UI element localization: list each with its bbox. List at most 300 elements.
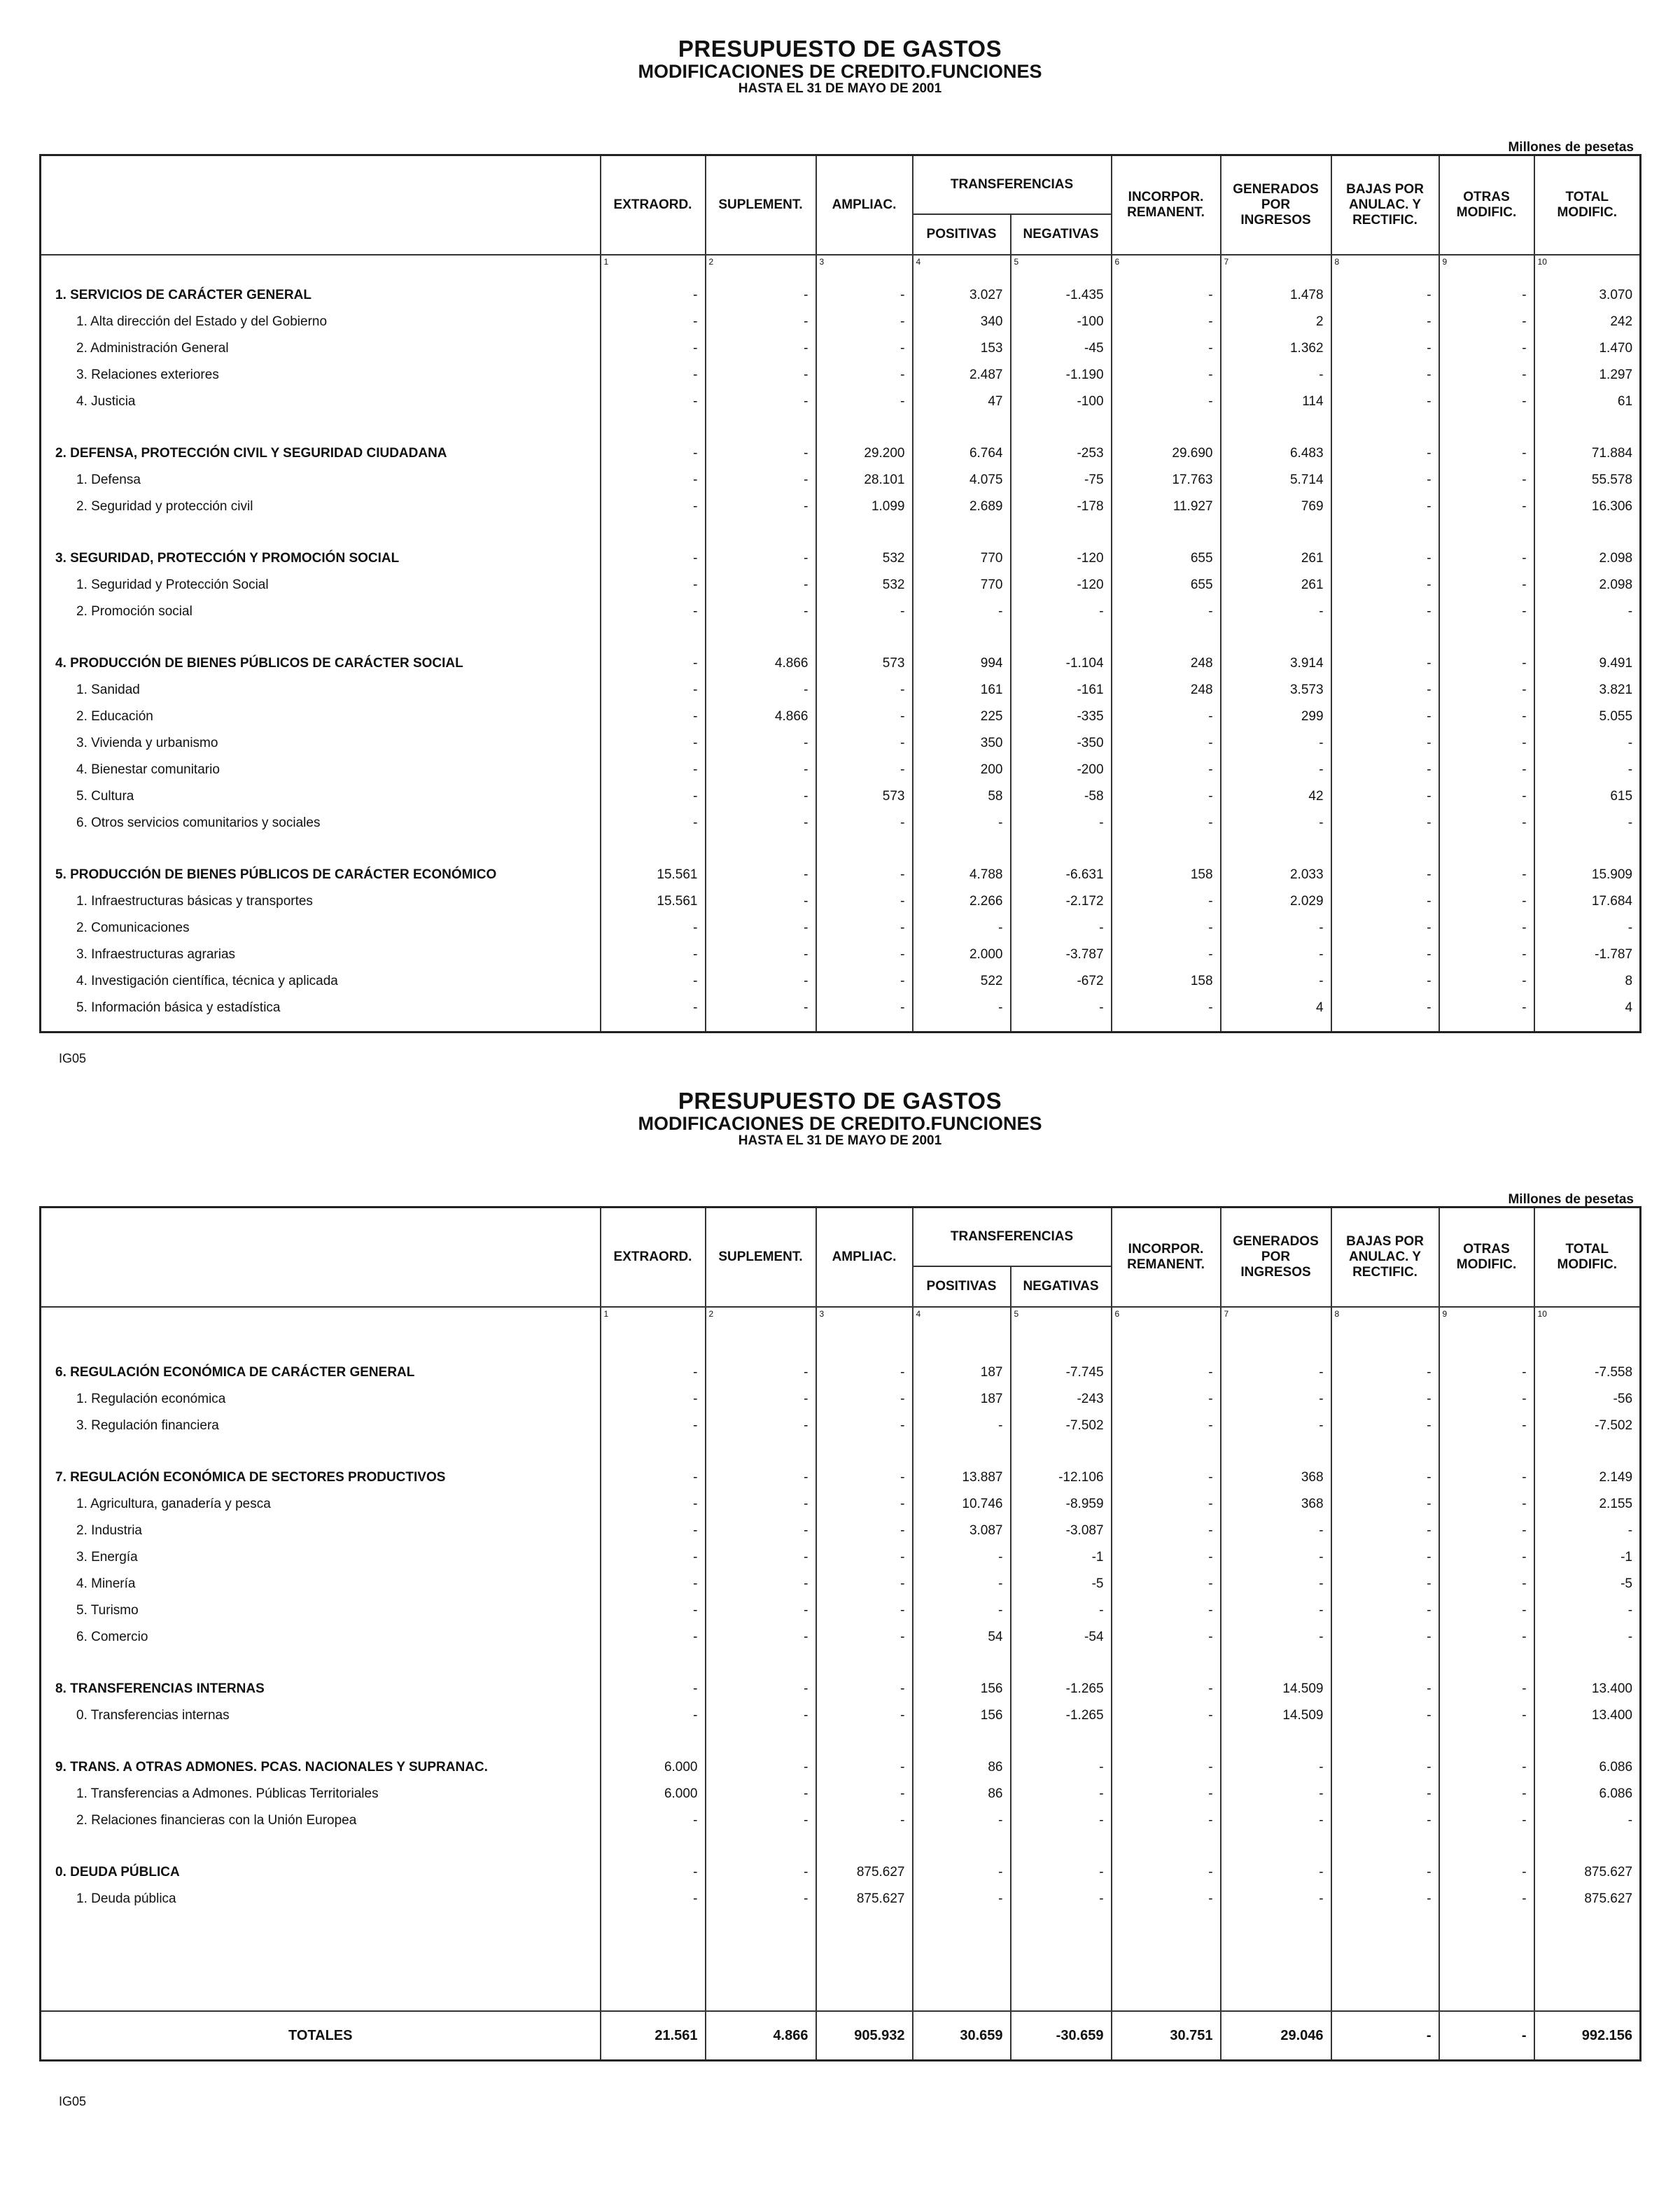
value-cell: -	[816, 1386, 913, 1413]
value-cell: -75	[1011, 467, 1112, 493]
value-cell: 875.627	[1534, 1886, 1641, 1912]
value-cell: 187	[913, 1386, 1011, 1413]
total-value-cell: 21.561	[601, 2011, 706, 2061]
value-cell: -	[601, 1491, 706, 1518]
value-cell: -	[816, 309, 913, 335]
totals-row	[41, 2011, 1641, 2061]
spacer-cell	[1331, 1651, 1439, 1676]
spacer-cell	[1534, 1834, 1641, 1859]
function-subrow	[41, 598, 1641, 625]
value-cell: -	[706, 1359, 816, 1386]
value-cell: -56	[1534, 1386, 1641, 1413]
value-cell: 187	[913, 1359, 1011, 1386]
value-cell: 47	[913, 388, 1011, 415]
value-cell: -	[1331, 493, 1439, 520]
value-cell: -	[1439, 1464, 1534, 1491]
value-cell: -	[706, 1571, 816, 1597]
function-subrow	[41, 1518, 1641, 1544]
function-group-row	[41, 1859, 1641, 1886]
spacer-cell	[1011, 1324, 1112, 1334]
spacer-cell	[1112, 625, 1221, 650]
spacer-cell	[1011, 520, 1112, 545]
col-number: 6	[1112, 255, 1221, 272]
value-cell: -	[1112, 783, 1221, 810]
value-cell: -	[1439, 862, 1534, 888]
row-label: 6. REGULACIÓN ECONÓMICA DE CARÁCTER GENERAL	[41, 1359, 601, 1386]
spacer-cell	[41, 272, 601, 282]
spacer-cell	[1331, 1439, 1439, 1464]
row-label: 4. Justicia	[41, 388, 601, 415]
spacer-cell	[1331, 415, 1439, 440]
col-number: 10	[1534, 1307, 1641, 1324]
value-cell: 340	[913, 309, 1011, 335]
total-value-cell: 992.156	[1534, 2011, 1641, 2061]
value-cell: -	[1331, 282, 1439, 309]
value-cell: -	[913, 598, 1011, 625]
value-cell: -	[601, 1807, 706, 1834]
table-body	[41, 1324, 1641, 2061]
value-cell: -	[1534, 1807, 1641, 1834]
total-value-cell: 4.866	[706, 2011, 816, 2061]
value-cell: -	[1331, 1859, 1439, 1886]
value-cell: -	[706, 1676, 816, 1702]
col-transferencias: TRANSFERENCIAS	[913, 1208, 1112, 1267]
value-cell: 770	[913, 545, 1011, 572]
value-cell: 13.400	[1534, 1676, 1641, 1702]
value-cell: -	[1112, 1571, 1221, 1597]
value-cell: 299	[1221, 704, 1331, 730]
spacer-cell	[601, 272, 706, 282]
value-cell: -	[601, 1386, 706, 1413]
value-cell: -	[1331, 598, 1439, 625]
value-cell: -335	[1011, 704, 1112, 730]
value-cell: 6.000	[601, 1754, 706, 1781]
function-subrow	[41, 1491, 1641, 1518]
value-cell: -	[816, 1807, 913, 1834]
value-cell: 61	[1534, 388, 1641, 415]
spacer-cell	[1011, 836, 1112, 862]
value-cell: -	[1439, 309, 1534, 335]
row-label: 3. Regulación financiera	[41, 1413, 601, 1439]
spacer-cell	[1112, 836, 1221, 862]
spacer-row	[41, 1729, 1641, 1754]
value-cell: -	[706, 1886, 816, 1912]
value-cell: -	[1439, 915, 1534, 941]
value-cell: -	[1439, 1571, 1534, 1597]
row-label: 2. Industria	[41, 1518, 601, 1544]
spacer-cell	[1439, 415, 1534, 440]
value-cell: 2.033	[1221, 862, 1331, 888]
value-cell: -	[1439, 810, 1534, 836]
value-cell: 3.914	[1221, 650, 1331, 677]
header-blank	[41, 155, 601, 255]
value-cell: -	[816, 362, 913, 388]
value-cell: -	[816, 1491, 913, 1518]
value-cell: -	[816, 1676, 913, 1702]
function-subrow	[41, 888, 1641, 915]
value-cell: 248	[1112, 677, 1221, 704]
col-total: TOTAL MODIFIC.	[1534, 155, 1641, 255]
value-cell: -	[1112, 1518, 1221, 1544]
value-cell: -3.087	[1011, 1518, 1112, 1544]
value-cell: -120	[1011, 572, 1112, 598]
row-label: 5. PRODUCCIÓN DE BIENES PÚBLICOS DE CARÁCTER ECONÓMICO	[41, 862, 601, 888]
function-subrow	[41, 677, 1641, 704]
value-cell: -672	[1011, 968, 1112, 995]
row-label: 2. Administración General	[41, 335, 601, 362]
col-ampliac: AMPLIAC.	[816, 155, 913, 255]
row-label: 1. Seguridad y Protección Social	[41, 572, 601, 598]
value-cell: -	[1331, 545, 1439, 572]
value-cell: -100	[1011, 309, 1112, 335]
spacer-cell	[1011, 1334, 1112, 1359]
function-subrow	[41, 730, 1641, 757]
value-cell: -	[1112, 362, 1221, 388]
value-cell: -	[1439, 968, 1534, 995]
row-label: 8. TRANSFERENCIAS INTERNAS	[41, 1676, 601, 1702]
value-cell: 875.627	[816, 1859, 913, 1886]
title-group	[0, 1088, 1680, 1149]
value-cell: -	[601, 1886, 706, 1912]
spacer-cell	[1112, 520, 1221, 545]
value-cell: -	[913, 1859, 1011, 1886]
function-subrow	[41, 1413, 1641, 1439]
value-cell: 156	[913, 1702, 1011, 1729]
value-cell: -	[706, 309, 816, 335]
value-cell: 655	[1112, 545, 1221, 572]
spacer-cell	[706, 1439, 816, 1464]
value-cell: 225	[913, 704, 1011, 730]
value-cell: 4.866	[706, 704, 816, 730]
row-label: 2. Educación	[41, 704, 601, 730]
value-cell: 1.470	[1534, 335, 1641, 362]
value-cell: 114	[1221, 388, 1331, 415]
spacer-cell	[1439, 1334, 1534, 1359]
function-group-row	[41, 1676, 1641, 1702]
value-cell: -	[706, 1754, 816, 1781]
row-label: 9. TRANS. A OTRAS ADMONES. PCAS. NACIONALES Y SUPRANAC.	[41, 1754, 601, 1781]
value-cell: -	[1221, 598, 1331, 625]
value-cell: -	[1534, 598, 1641, 625]
col-otras: OTRAS MODIFIC.	[1439, 1208, 1534, 1308]
header-blank	[41, 1208, 601, 1308]
value-cell: -	[706, 388, 816, 415]
spacer-cell	[706, 415, 816, 440]
value-cell: -1	[1011, 1544, 1112, 1571]
value-cell: 6.086	[1534, 1781, 1641, 1807]
value-cell: -	[816, 1518, 913, 1544]
value-cell: -	[1439, 572, 1534, 598]
spacer-cell	[1112, 1334, 1221, 1359]
value-cell: -	[1439, 598, 1534, 625]
value-cell: -	[601, 968, 706, 995]
spacer-cell	[706, 272, 816, 282]
value-cell: -	[1331, 1754, 1439, 1781]
value-cell: -	[1534, 915, 1641, 941]
value-cell: -178	[1011, 493, 1112, 520]
spacer-cell	[1331, 836, 1439, 862]
value-cell: -	[1439, 704, 1534, 730]
page-date: HASTA EL 31 DE MAYO DE 2001	[738, 1133, 942, 1148]
value-cell: -	[1331, 1544, 1439, 1571]
spacer-cell	[601, 415, 706, 440]
value-cell: -	[1112, 1464, 1221, 1491]
value-cell: -253	[1011, 440, 1112, 467]
value-cell: -	[1331, 467, 1439, 493]
total-value-cell: 30.659	[913, 2011, 1011, 2061]
value-cell: -	[816, 810, 913, 836]
value-cell: -	[816, 677, 913, 704]
spacer-cell	[601, 1439, 706, 1464]
value-cell: -	[601, 362, 706, 388]
value-cell: -	[601, 282, 706, 309]
value-cell: -	[1112, 598, 1221, 625]
spacer-cell	[913, 1912, 1011, 2011]
function-subrow	[41, 388, 1641, 415]
col-number: 4	[913, 255, 1011, 272]
value-cell: -	[706, 440, 816, 467]
value-cell: -	[1011, 1754, 1112, 1781]
function-subrow	[41, 995, 1641, 1021]
row-label: 1. Alta dirección del Estado y del Gobierno	[41, 309, 601, 335]
value-cell: -3.787	[1011, 941, 1112, 968]
value-cell: -2.172	[1011, 888, 1112, 915]
value-cell: 875.627	[1534, 1859, 1641, 1886]
spacer-cell	[1534, 1439, 1641, 1464]
value-cell: -	[1439, 362, 1534, 388]
value-cell: -	[1331, 650, 1439, 677]
value-cell: 3.027	[913, 282, 1011, 309]
value-cell: -	[1439, 1624, 1534, 1651]
value-cell: 54	[913, 1624, 1011, 1651]
spacer-row	[41, 1912, 1641, 2011]
value-cell: 261	[1221, 545, 1331, 572]
value-cell: 350	[913, 730, 1011, 757]
value-cell: -	[1221, 1781, 1331, 1807]
total-value-cell: 905.932	[816, 2011, 913, 2061]
budget-table	[39, 1206, 1642, 2062]
value-cell: -	[1011, 1859, 1112, 1886]
value-cell: 28.101	[816, 467, 913, 493]
value-cell: -1.265	[1011, 1676, 1112, 1702]
value-cell: -	[1112, 1544, 1221, 1571]
spacer-cell	[601, 1324, 706, 1334]
row-label: 4. Bienestar comunitario	[41, 757, 601, 783]
value-cell: -	[1439, 545, 1534, 572]
value-cell: -7.745	[1011, 1359, 1112, 1386]
spacer-cell	[913, 1729, 1011, 1754]
value-cell: -	[1011, 1886, 1112, 1912]
spacer-cell	[706, 1021, 816, 1032]
value-cell: 2.029	[1221, 888, 1331, 915]
spacer-cell	[913, 1334, 1011, 1359]
row-label: 6. Otros servicios comunitarios y sociales	[41, 810, 601, 836]
value-cell: -	[1011, 1597, 1112, 1624]
units-label: Millones de pesetas	[1508, 1192, 1634, 1207]
value-cell: -	[1439, 282, 1534, 309]
value-cell: 3.573	[1221, 677, 1331, 704]
value-cell: 6.000	[601, 1781, 706, 1807]
spacer-cell	[1439, 1651, 1534, 1676]
value-cell: -	[1331, 1464, 1439, 1491]
spacer-cell	[816, 272, 913, 282]
value-cell: -	[601, 493, 706, 520]
spacer-cell	[1221, 520, 1331, 545]
totals-label: TOTALES	[41, 2011, 601, 2061]
page-title: PRESUPUESTO DE GASTOS	[678, 1088, 1002, 1114]
value-cell: -	[913, 1807, 1011, 1834]
spacer-cell	[913, 1834, 1011, 1859]
value-cell: -	[1439, 1518, 1534, 1544]
row-label: 1. SERVICIOS DE CARÁCTER GENERAL	[41, 282, 601, 309]
col-transferencias: TRANSFERENCIAS	[913, 155, 1112, 215]
value-cell: -45	[1011, 335, 1112, 362]
spacer-cell	[1331, 1834, 1439, 1859]
title-group	[0, 36, 1680, 97]
value-cell: -	[1534, 810, 1641, 836]
units-label: Millones de pesetas	[1508, 140, 1634, 155]
spacer-cell	[913, 1021, 1011, 1032]
row-label: 0. Transferencias internas	[41, 1702, 601, 1729]
row-label: 5. Cultura	[41, 783, 601, 810]
col-extraord: EXTRAORD.	[601, 1208, 706, 1308]
spacer-cell	[816, 1912, 913, 2011]
value-cell: -	[1112, 915, 1221, 941]
spacer-cell	[913, 625, 1011, 650]
spacer-cell	[913, 1651, 1011, 1676]
spacer-cell	[601, 836, 706, 862]
value-cell: -	[1112, 810, 1221, 836]
spacer-cell	[816, 1324, 913, 1334]
col-number: 1	[601, 1307, 706, 1324]
value-cell: -	[1331, 572, 1439, 598]
value-cell: -	[1112, 704, 1221, 730]
value-cell: -	[1221, 1359, 1331, 1386]
function-group-row	[41, 1464, 1641, 1491]
spacer-cell	[816, 1834, 913, 1859]
value-cell: 8	[1534, 968, 1641, 995]
value-cell: -	[706, 888, 816, 915]
value-cell: -	[601, 335, 706, 362]
spacer-cell	[913, 520, 1011, 545]
spacer-cell	[913, 1439, 1011, 1464]
value-cell: -	[1331, 783, 1439, 810]
value-cell: -	[706, 1859, 816, 1886]
value-cell: -161	[1011, 677, 1112, 704]
spacer-cell	[1439, 1834, 1534, 1859]
spacer-cell	[1534, 1651, 1641, 1676]
value-cell: 770	[913, 572, 1011, 598]
value-cell: 42	[1221, 783, 1331, 810]
function-subrow	[41, 362, 1641, 388]
col-bajas: BAJAS POR ANULAC. Y RECTIFIC.	[1331, 1208, 1439, 1308]
value-cell: 2	[1221, 309, 1331, 335]
spacer-cell	[41, 1651, 601, 1676]
col-number: 10	[1534, 255, 1641, 272]
row-label: 3. Infraestructuras agrarias	[41, 941, 601, 968]
value-cell: 522	[913, 968, 1011, 995]
value-cell: -243	[1011, 1386, 1112, 1413]
col-otras: OTRAS MODIFIC.	[1439, 155, 1534, 255]
value-cell: -	[706, 1491, 816, 1518]
value-cell: -	[1112, 1359, 1221, 1386]
value-cell: 156	[913, 1676, 1011, 1702]
col-negativas: NEGATIVAS	[1011, 214, 1112, 255]
value-cell: 10.746	[913, 1491, 1011, 1518]
function-subrow	[41, 309, 1641, 335]
spacer-cell	[706, 520, 816, 545]
spacer-cell	[41, 836, 601, 862]
value-cell: 15.561	[601, 862, 706, 888]
value-cell: -	[913, 1886, 1011, 1912]
function-subrow	[41, 1544, 1641, 1571]
value-cell: -	[601, 388, 706, 415]
value-cell: -	[1439, 1359, 1534, 1386]
value-cell: -	[816, 388, 913, 415]
spacer-cell	[1011, 625, 1112, 650]
value-cell: -	[1011, 598, 1112, 625]
value-cell: -	[1011, 995, 1112, 1021]
value-cell: -	[706, 335, 816, 362]
value-cell: -	[1331, 941, 1439, 968]
value-cell: -	[601, 1359, 706, 1386]
value-cell: -	[601, 467, 706, 493]
value-cell: -7.558	[1534, 1359, 1641, 1386]
row-label: 5. Turismo	[41, 1597, 601, 1624]
spacer-cell	[706, 1729, 816, 1754]
col-number: 7	[1221, 1307, 1331, 1324]
value-cell: -	[601, 545, 706, 572]
col-number: 3	[816, 1307, 913, 1324]
value-cell: -	[601, 1624, 706, 1651]
spacer-cell	[1439, 1729, 1534, 1754]
value-cell: -	[1439, 1886, 1534, 1912]
col-incorpor: INCORPOR. REMANENT.	[1112, 1208, 1221, 1308]
value-cell: -	[1112, 1702, 1221, 1729]
function-group-row	[41, 650, 1641, 677]
value-cell: -	[816, 915, 913, 941]
value-cell: -120	[1011, 545, 1112, 572]
spacer-cell	[816, 1729, 913, 1754]
value-cell: 5.714	[1221, 467, 1331, 493]
value-cell: -	[1112, 1597, 1221, 1624]
value-cell: -	[816, 1413, 913, 1439]
value-cell: 55.578	[1534, 467, 1641, 493]
spacer-cell	[706, 1334, 816, 1359]
col-total: TOTAL MODIFIC.	[1534, 1208, 1641, 1308]
value-cell: 248	[1112, 650, 1221, 677]
value-cell: 3.087	[913, 1518, 1011, 1544]
value-cell: -7.502	[1011, 1413, 1112, 1439]
col-generados: GENERADOS POR INGRESOS	[1221, 1208, 1331, 1308]
value-cell: -	[601, 1544, 706, 1571]
value-cell: -	[1011, 1781, 1112, 1807]
value-cell: -	[601, 915, 706, 941]
value-cell: -	[1331, 862, 1439, 888]
value-cell: -	[1331, 440, 1439, 467]
value-cell: -	[1112, 730, 1221, 757]
function-subrow	[41, 493, 1641, 520]
spacer-cell	[601, 1651, 706, 1676]
function-group-row	[41, 440, 1641, 467]
budget-table	[39, 154, 1642, 1033]
value-cell: 261	[1221, 572, 1331, 598]
spacer-cell	[816, 1021, 913, 1032]
total-value-cell: -	[1439, 2011, 1534, 2061]
value-cell: -	[1221, 1624, 1331, 1651]
spacer-cell	[1221, 836, 1331, 862]
spacer-cell	[913, 272, 1011, 282]
